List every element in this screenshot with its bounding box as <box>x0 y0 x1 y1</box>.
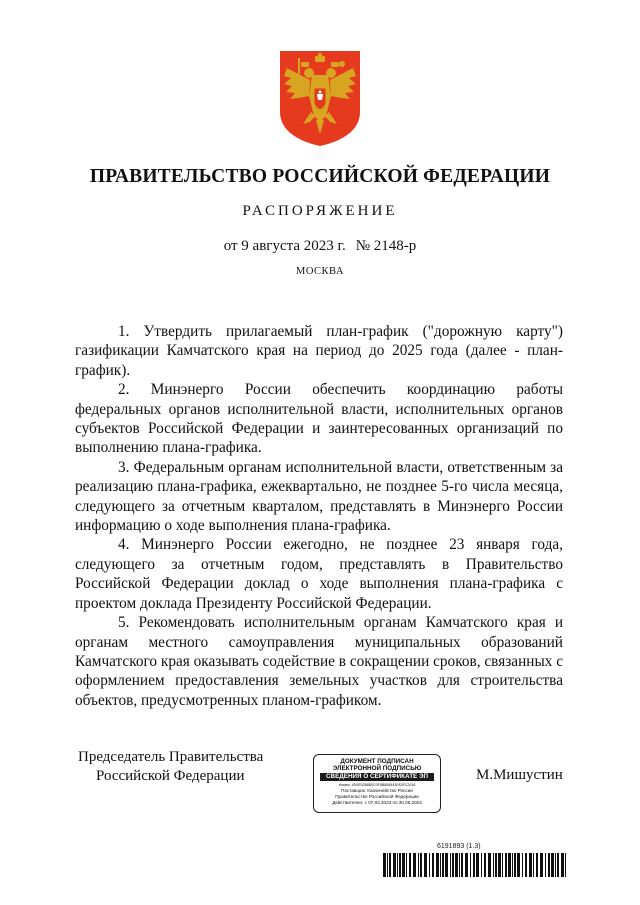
stamp-owner: Правительство Российской Федерации <box>335 794 419 799</box>
city: МОСКВА <box>296 266 344 277</box>
document-body <box>75 322 563 710</box>
document-number: № 2148-р <box>355 238 417 254</box>
stamp-line2: ЭЛЕКТРОННОЙ ПОДПИСЬЮ <box>332 765 422 772</box>
stamp-certificate-header: СВЕДЕНИЯ О СЕРТИФИКАТЕ ЭП <box>320 773 434 781</box>
barcode-number: 6191893 (1.3) <box>437 843 481 850</box>
stamp-provider: Поставщик: Казначейство России <box>341 788 413 793</box>
coat-of-arms-icon <box>279 50 361 147</box>
signatory-title-line2: Российской Федерации <box>96 768 245 784</box>
signatory-title-line1: Председатель Правительства <box>78 749 264 765</box>
paragraph-2: 2. Минэнерго России обеспечить координацию работы федеральных органов исполнительной власти, исполнительных органов субъектов Российской Федерации и заинтересованных организаций по выполнению плана-графика. <box>75 381 563 457</box>
document-date: от 9 августа 2023 г. <box>223 238 346 254</box>
stamp-validity: Действителен: с 07.03.2023 по 30.05.2024 <box>332 800 422 805</box>
paragraph-4: 4. Минэнерго России ежегодно, не позднее 23 января года, следующего за отчетным годом, представлять в Правительство Российской Федерации доклад о ходе выполнения плана-графика с проектом доклада Президенту Российской Федерации. <box>75 536 563 612</box>
paragraph-1: 1. Утвердить прилагаемый план-график ("дорожную карту") газификации Камчатского края на период до 2025 года (далее - план-график). <box>75 323 563 379</box>
signatory-name: М.Мишустин <box>476 767 563 783</box>
paragraph-5: 5. Рекомендовать исполнительным органам Камчатского края и органам местного самоуправления муниципальных образований Камчатского края оказывать содействие в сокращении сроков, связанных с оформлением предоставления земельных участков для строительства объектов, предусмотренных планом-графиком. <box>75 614 563 709</box>
document-type: РАСПОРЯЖЕНИЕ <box>242 203 398 219</box>
signatory-title <box>78 748 263 786</box>
government-title: ПРАВИТЕЛЬСТВО РОССИЙСКОЙ ФЕДЕРАЦИИ <box>89 166 551 187</box>
stamp-certificate-number: Номер: 4D0E5288B0C0F8B806943FA3FC2016 <box>338 783 416 787</box>
document-date-line <box>0 238 640 255</box>
barcode-icon <box>383 853 566 877</box>
electronic-signature-stamp <box>313 754 441 813</box>
stamp-line1: ДОКУМЕНТ ПОДПИСАН <box>340 758 414 765</box>
paragraph-3: 3. Федеральным органам исполнительной власти, ответственным за реализацию плана-графика, ежеквартально, не позднее 5-го числа месяца, следующего за отчетным кварталом, представлять в Минэнерго России информацию о ходе выполнения плана-графика. <box>75 458 563 535</box>
